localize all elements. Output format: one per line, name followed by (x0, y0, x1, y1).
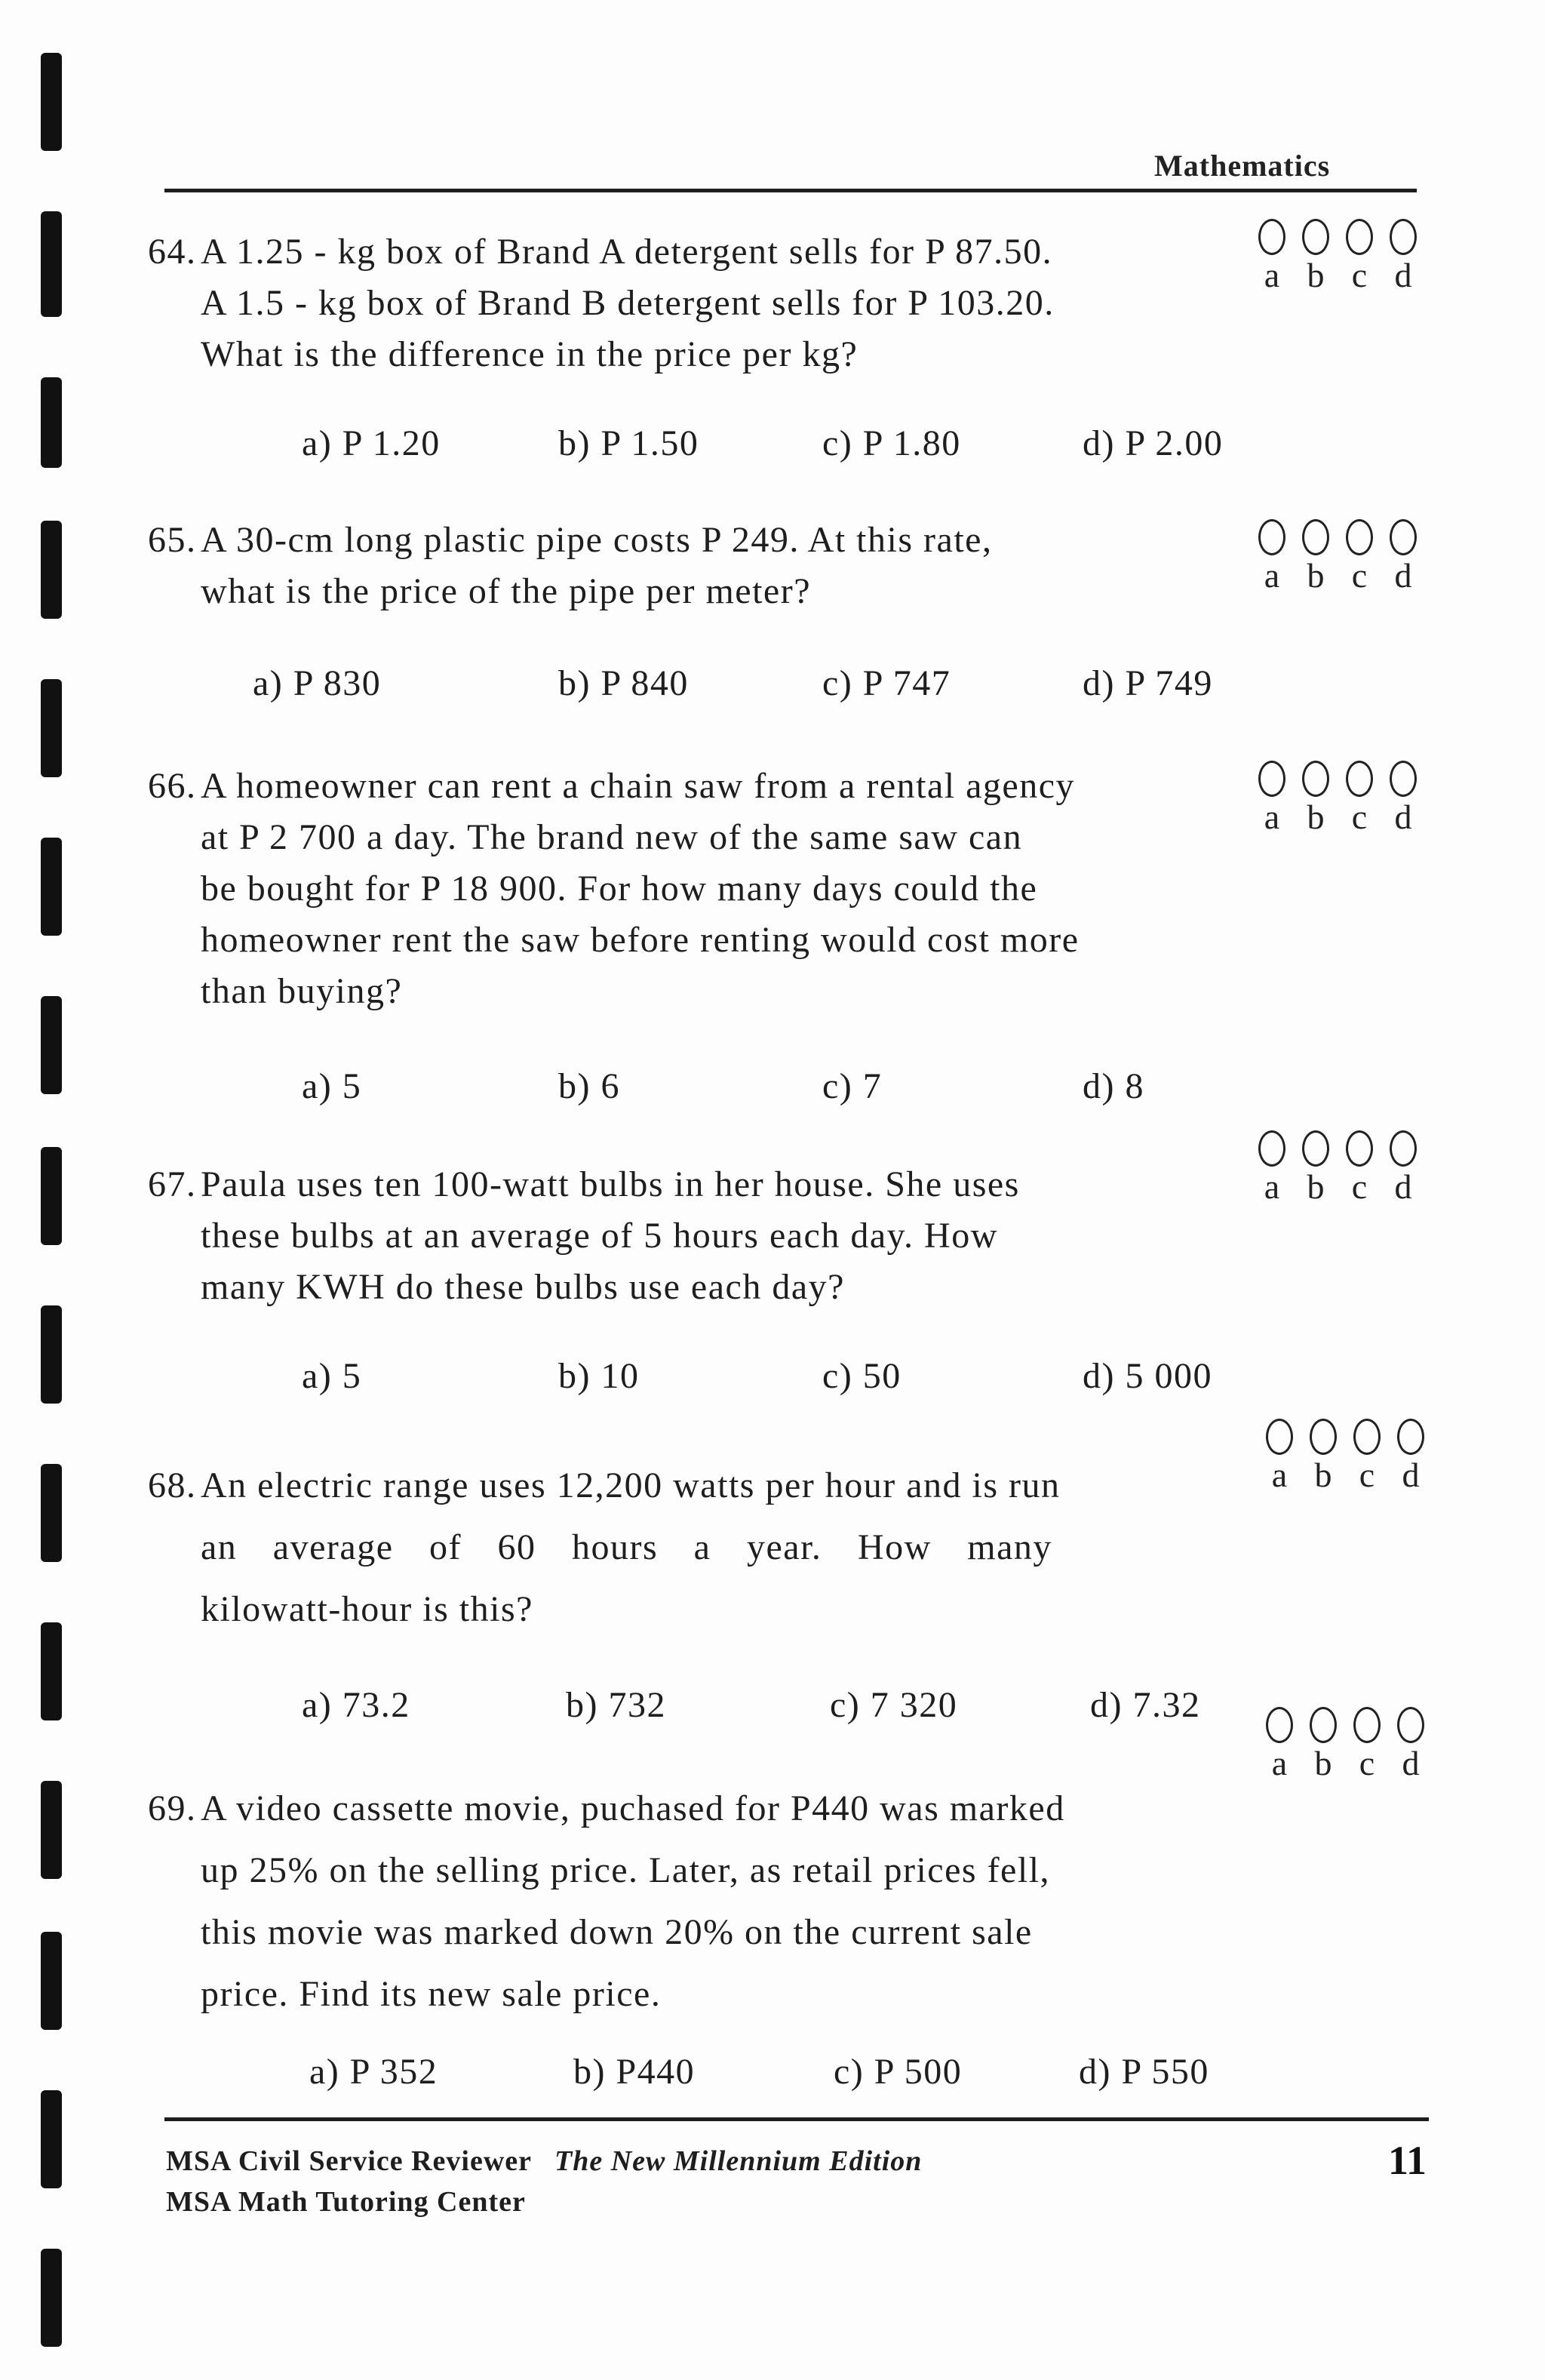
question-text-line: be bought for P 18 900. For how many days could the (201, 869, 1038, 909)
choice-b[interactable]: b) 732 (566, 1685, 666, 1725)
question-68 (148, 1455, 1061, 1640)
choice-a[interactable]: a) 5 (302, 1356, 362, 1396)
binding-hole (41, 53, 62, 151)
spiral-binding (41, 0, 71, 2380)
section-header: Mathematics (1154, 149, 1331, 183)
bubble-label: a (1264, 556, 1280, 595)
question-66 (148, 761, 1080, 1017)
binding-hole (41, 1147, 62, 1245)
bubble-a[interactable] (1258, 1130, 1285, 1167)
bubble-label: a (1271, 1744, 1288, 1782)
bubble-c[interactable] (1346, 1130, 1373, 1167)
bubble-a[interactable] (1258, 519, 1285, 555)
answer-bubbles-65 (1258, 519, 1432, 595)
bubble-label: d (1394, 556, 1412, 595)
bubble-d[interactable] (1397, 1419, 1424, 1455)
bubble-c[interactable] (1353, 1707, 1381, 1743)
question-text-line: at P 2 700 a day. The brand new of the same saw can (201, 817, 1023, 857)
bubble-c[interactable] (1353, 1419, 1381, 1455)
question-text-line: A homeowner can rent a chain saw from a rental agency (201, 766, 1076, 806)
question-text-line: An electric range uses 12,200 watts per hour and is run (201, 1465, 1061, 1505)
answer-bubbles-69 (1266, 1707, 1439, 1782)
question-69 (148, 1778, 1065, 2025)
bubble-label: b (1307, 556, 1325, 595)
bubble-label: a (1264, 1167, 1280, 1206)
bubble-label: a (1264, 798, 1280, 836)
bubble-label: c (1351, 798, 1368, 836)
answer-bubbles-66 (1258, 761, 1432, 836)
bubble-a[interactable] (1258, 761, 1285, 797)
binding-hole (41, 2090, 62, 2188)
question-text-line: kilowatt-hour is this? (201, 1589, 533, 1629)
question-text-line: price. Find its new sale price. (201, 1974, 662, 2014)
bubble-label: a (1271, 1456, 1288, 1494)
bubble-d[interactable] (1390, 761, 1417, 797)
bubble-a[interactable] (1258, 219, 1285, 255)
choice-b[interactable]: b) 10 (558, 1356, 640, 1396)
question-67 (148, 1159, 1020, 1313)
binding-hole (41, 377, 62, 468)
top-rule (164, 189, 1417, 192)
question-text-line: an average of 60 hours a year. How many (201, 1527, 1052, 1567)
bubble-label: c (1351, 556, 1368, 595)
bubble-label: d (1394, 256, 1412, 294)
bubble-label: b (1307, 1167, 1325, 1206)
bubble-a[interactable] (1266, 1707, 1293, 1743)
question-number: 68. (148, 1465, 197, 1505)
choice-d[interactable]: d) P 550 (1079, 2052, 1209, 2092)
footer-center-name: MSA Math Tutoring Center (166, 2186, 526, 2218)
bubble-c[interactable] (1346, 519, 1373, 555)
choice-d[interactable]: d) 8 (1083, 1066, 1144, 1106)
question-text-line: what is the price of the pipe per meter? (201, 571, 812, 611)
question-text-line: A 1.5 - kg box of Brand B detergent sells for P 103.20. (201, 283, 1055, 323)
question-text-line: this movie was marked down 20% on the current sale (201, 1912, 1033, 1952)
choice-c[interactable]: c) 7 320 (830, 1685, 958, 1725)
binding-hole (41, 1622, 62, 1720)
bubble-b[interactable] (1302, 1130, 1329, 1167)
binding-hole (41, 211, 62, 317)
question-number: 69. (148, 1788, 197, 1828)
question-text-line: these bulbs at an average of 5 hours each day. How (201, 1216, 998, 1256)
binding-hole (41, 1932, 62, 2030)
choice-b[interactable]: b) 6 (558, 1066, 620, 1106)
bubble-label: b (1314, 1744, 1332, 1782)
bubble-a[interactable] (1266, 1419, 1293, 1455)
choice-c[interactable]: c) P 500 (834, 2052, 963, 2092)
choice-c[interactable]: c) P 1.80 (822, 423, 961, 463)
bubble-d[interactable] (1390, 519, 1417, 555)
bubble-label: b (1314, 1456, 1332, 1494)
bubble-d[interactable] (1397, 1707, 1424, 1743)
page-number: 11 (1388, 2138, 1427, 2183)
footer-line-1 (166, 2145, 922, 2178)
choices-66 (302, 1065, 1282, 1118)
choice-c[interactable]: c) 7 (822, 1066, 883, 1106)
bubble-label: c (1351, 1167, 1368, 1206)
bubble-b[interactable] (1302, 761, 1329, 797)
answer-bubbles-67 (1258, 1130, 1432, 1206)
bubble-c[interactable] (1346, 761, 1373, 797)
question-number: 66. (148, 766, 197, 806)
binding-hole (41, 679, 62, 777)
choice-d[interactable]: d) P 749 (1083, 663, 1213, 703)
choice-d[interactable]: d) 7.32 (1090, 1685, 1201, 1725)
bubble-label: d (1402, 1744, 1420, 1782)
bubble-b[interactable] (1310, 1707, 1337, 1743)
question-text-line: up 25% on the selling price. Later, as retail prices fell, (201, 1850, 1051, 1890)
question-65 (148, 515, 993, 617)
book-title: MSA Civil Service Reviewer (166, 2145, 533, 2177)
choices-69 (302, 2051, 1282, 2104)
choice-a[interactable]: a) 5 (302, 1066, 362, 1106)
question-text-line: A 1.25 - kg box of Brand A detergent sells for P 87.50. (201, 232, 1053, 272)
binding-hole (41, 1781, 62, 1879)
answer-bubbles-64 (1258, 219, 1432, 294)
bubble-b[interactable] (1310, 1419, 1337, 1455)
question-text-line: A 30-cm long plastic pipe costs P 249. At this rate, (201, 520, 993, 560)
bubble-label: c (1351, 256, 1368, 294)
bubble-d[interactable] (1390, 219, 1417, 255)
choice-b[interactable]: b) P 1.50 (558, 423, 699, 463)
choice-d[interactable]: d) 5 000 (1083, 1356, 1212, 1396)
binding-hole (41, 996, 62, 1094)
binding-hole (41, 521, 62, 619)
bubble-b[interactable] (1302, 219, 1329, 255)
binding-hole (41, 1305, 62, 1404)
choice-c[interactable]: c) P 747 (822, 663, 951, 703)
question-number: 65. (148, 520, 197, 560)
choice-a[interactable]: a) P 830 (253, 663, 382, 703)
choice-d[interactable]: d) P 2.00 (1083, 423, 1224, 463)
question-64 (148, 226, 1055, 380)
bubble-label: d (1402, 1456, 1420, 1494)
question-number: 67. (148, 1164, 197, 1204)
bubble-label: c (1359, 1744, 1375, 1782)
choices-67 (302, 1355, 1282, 1408)
question-text-line: A video cassette movie, puchased for P440 was marked (201, 1788, 1065, 1828)
choices-65 (253, 663, 1282, 715)
bottom-rule (164, 2117, 1429, 2121)
bubble-label: a (1264, 256, 1280, 294)
bubble-c[interactable] (1346, 219, 1373, 255)
choice-b[interactable]: b) P 840 (558, 663, 689, 703)
choices-68 (302, 1684, 1282, 1737)
choice-a[interactable]: a) 73.2 (302, 1685, 410, 1725)
question-text-line: many KWH do these bulbs use each day? (201, 1267, 845, 1307)
bubble-b[interactable] (1302, 519, 1329, 555)
binding-hole (41, 838, 62, 936)
choice-a[interactable]: a) P 1.20 (302, 423, 441, 463)
bubble-label: c (1359, 1456, 1375, 1494)
question-text-line: homeowner rent the saw before renting would cost more (201, 920, 1080, 960)
bubble-label: b (1307, 798, 1325, 836)
question-text-line: Paula uses ten 100-watt bulbs in her house. She uses (201, 1164, 1020, 1204)
choice-c[interactable]: c) 50 (822, 1356, 902, 1396)
question-number: 64. (148, 232, 197, 272)
choice-a[interactable]: a) P 352 (309, 2052, 438, 2092)
bubble-label: d (1394, 1167, 1412, 1206)
bubble-d[interactable] (1390, 1130, 1417, 1167)
binding-hole (41, 2249, 62, 2347)
edition-title: The New Millennium Edition (554, 2145, 923, 2177)
choices-64 (302, 423, 1282, 475)
binding-hole (41, 1464, 62, 1562)
choice-b[interactable]: b) P440 (573, 2052, 696, 2092)
bubble-label: b (1307, 256, 1325, 294)
question-text-line: What is the difference in the price per kg? (201, 334, 859, 374)
answer-bubbles-68 (1266, 1419, 1439, 1494)
question-text-line: than buying? (201, 971, 403, 1011)
bubble-label: d (1394, 798, 1412, 836)
